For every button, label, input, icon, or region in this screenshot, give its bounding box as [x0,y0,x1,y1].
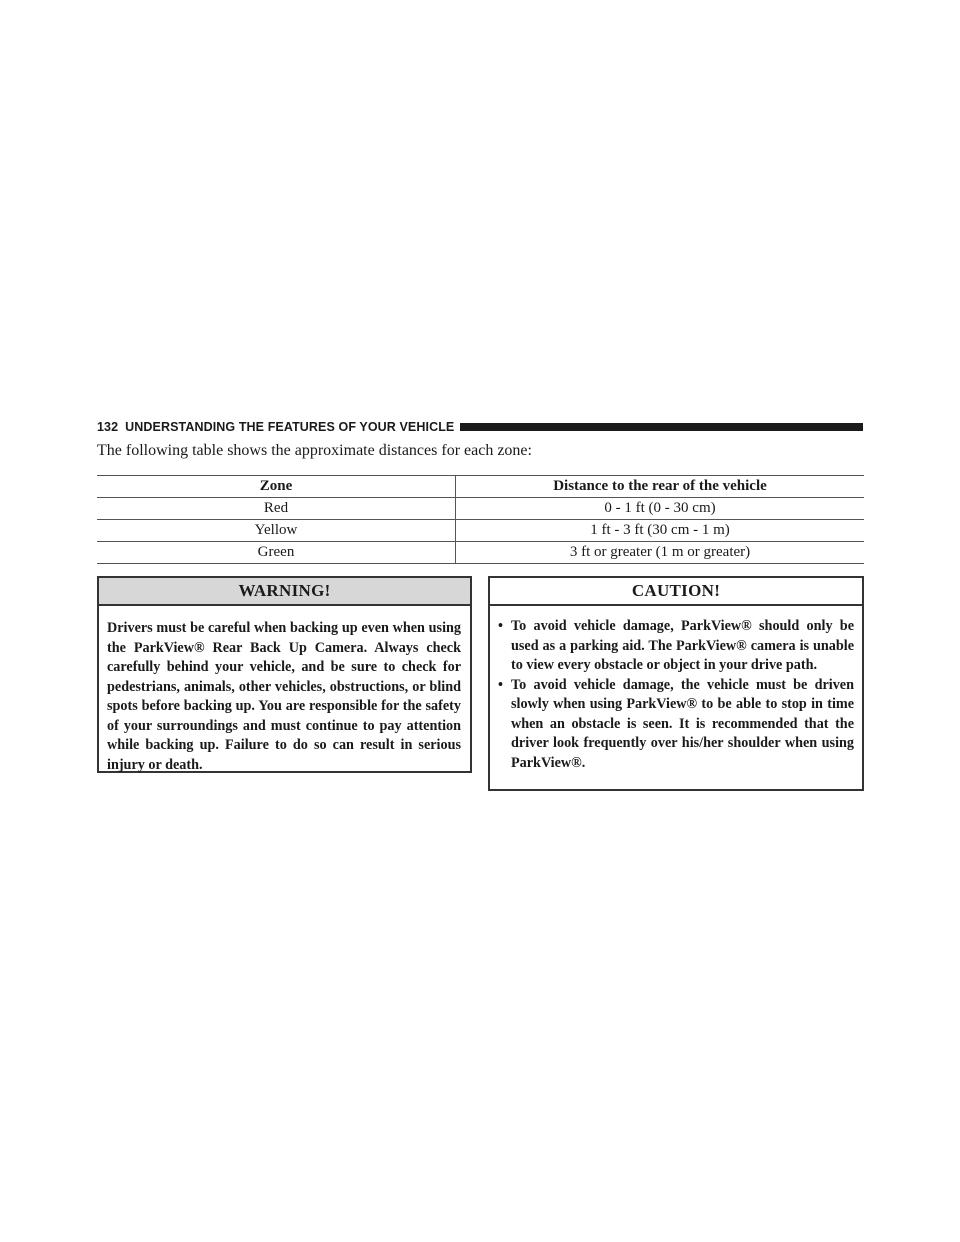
caution-item-text: To avoid vehicle damage, ParkView® should only be used as a parking aid. The ParkView® camera is unable to view every obstacle or object in your drive path. [511,618,854,673]
table-header-row [97,476,864,498]
distance-cell: 1 ft - 3 ft (30 cm - 1 m) [456,520,865,542]
bullet-icon: • [498,618,503,634]
caution-box [488,576,864,791]
page-header [97,418,863,436]
header-rule [460,423,863,431]
caution-item [498,676,854,774]
table-row [97,542,864,564]
intro-paragraph: The following table shows the approximate distances for each zone: [97,442,532,459]
section-title: UNDERSTANDING THE FEATURES OF YOUR VEHICLE [125,420,455,434]
bullet-icon: • [498,676,503,693]
caution-title: CAUTION! [490,578,862,606]
warning-box [97,576,472,773]
caution-item-text: To avoid vehicle damage, the vehicle must be driven slowly when using ParkView® to be able to stop in time when an obstacle is seen. It is recommended that the driver look frequently over his/her shoulder when using ParkView®. [511,676,854,771]
table-row [97,498,864,520]
zone-cell: Red [97,498,456,520]
column-header-zone: Zone [97,476,456,498]
column-header-distance: Distance to the rear of the vehicle [456,476,865,498]
warning-title: WARNING! [99,578,470,606]
zone-cell: Green [97,542,456,564]
warning-text: Drivers must be careful when backing up even when using the ParkView® Rear Back Up Camera. Always check carefully behind your vehicle, and be sure to check for pedestrians, animals, other vehicles, obstructions, or blind spots before backing up. You are responsible for the safety of your surroundings and must continue to pay attention while backing up. Failure to do so can result in serious injury or death. [107,620,461,773]
caution-list [490,606,862,773]
zone-cell: Yellow [97,520,456,542]
distance-cell: 3 ft or greater (1 m or greater) [456,542,865,564]
table-row [97,520,864,542]
zone-distance-table [97,475,864,564]
page-number: 132 [97,420,119,434]
caution-item [498,617,854,676]
distance-cell: 0 - 1 ft (0 - 30 cm) [456,498,865,520]
